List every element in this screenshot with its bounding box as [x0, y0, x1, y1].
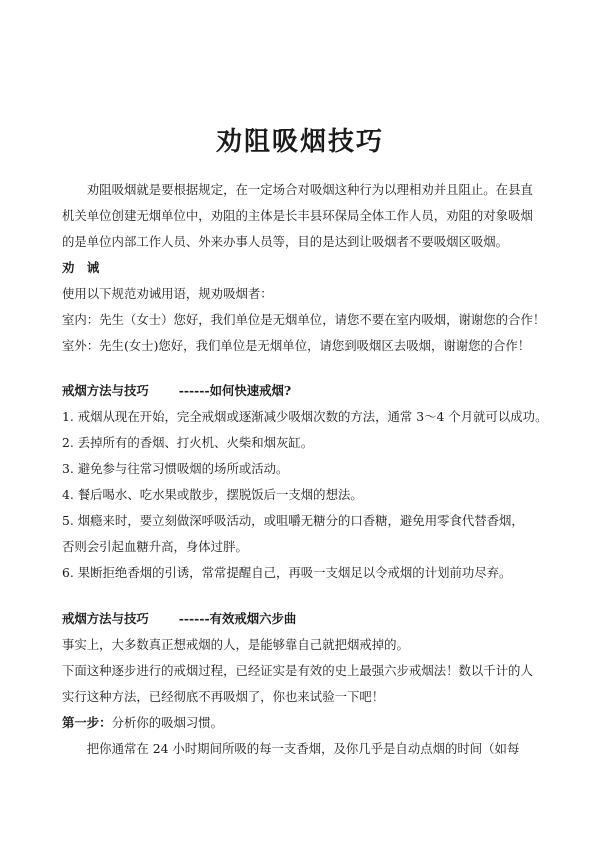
persuade-indoor: 室内：先生（女士）您好，我们单位是无烟单位，请您不要在室内吸烟，谢谢您的合作！: [62, 312, 546, 327]
section1-item-3: 3. 避免参与往常习惯吸烟的场所或活动。: [62, 461, 289, 476]
section2-paragraph-2-line-2: 实行这种方法，已经彻底不再吸烟了，你也来试验一下吧！: [62, 689, 385, 704]
section1-item-4: 4. 餐后喝水、吃水果或散步，摆脱饭后一支烟的想法。: [62, 487, 363, 502]
section2-heading: [62, 606, 538, 632]
section1-item-5-cont: 否则会引起血糖升高，身体过胖。: [62, 539, 248, 554]
section1-heading-main: 戒烟方法与技巧: [62, 383, 149, 398]
step1-text: 分析你的吸烟习惯。: [111, 715, 224, 730]
persuade-lead: 使用以下规范劝诫用语，规劝吸烟者：: [62, 286, 273, 301]
persuade-outdoor: 室外：先生(女士)您好，我们单位是无烟单位，请您到吸烟区去吸烟，谢谢您的合作！: [62, 338, 531, 353]
intro-line-1: 劝阻吸烟就是要根据规定，在一定场合对吸烟这种行为以理相劝并且阻止。在县直: [86, 182, 533, 197]
persuade-heading: 劝 诫: [62, 260, 100, 275]
intro-line-3: 的是单位内部工作人员、外来办事人员等，目的是达到让吸烟者不要吸烟区吸烟。: [62, 234, 509, 249]
section2-heading-sub: ------有效戒烟六步曲: [178, 611, 297, 626]
page-title: 劝阻吸烟技巧: [215, 127, 384, 157]
section1-item-2: 2. 丢掉所有的香烟、打火机、火柴和烟灰缸。: [62, 435, 314, 450]
step1-label: 第一步：: [62, 715, 112, 730]
intro-line-2: 机关单位创建无烟单位中，劝阻的主体是长丰县环保局全体工作人员，劝阻的对象吸烟: [62, 208, 533, 223]
document-body: [62, 177, 548, 762]
section1-heading: [62, 378, 538, 404]
section1-item-5: 5. 烟瘾来时，要立刻做深呼吸活动，或咀嚼无糖分的口香糖，避免用零食代替香烟，: [62, 513, 524, 528]
step1: [62, 710, 538, 736]
section1-item-1: 1. 戒烟从现在开始，完全戒烟或逐渐减少吸烟次数的方法，通常 3～4 个月就可以成功。: [62, 409, 548, 424]
section2-paragraph-2-line-1: 下面这种逐步进行的戒烟过程，已经证实是有效的史上最强六步戒烟法！数以千计的人: [62, 663, 533, 678]
section1-heading-sub: ------如何快速戒烟?: [178, 383, 292, 398]
section1-item-6: 6. 果断拒绝香烟的引诱，常常提醒自己，再吸一支烟足以令戒烟的计划前功尽弃。: [62, 565, 512, 580]
section2-heading-main: 戒烟方法与技巧: [62, 611, 149, 626]
step1-detail: 把你通常在 24 小时期间所吸的每一支香烟，及你几乎是自动点烟的时间（如每: [86, 741, 520, 756]
section2-paragraph-1: 事实上，大多数真正想戒烟的人，是能够靠自己就把烟戒掉的。: [62, 637, 409, 652]
